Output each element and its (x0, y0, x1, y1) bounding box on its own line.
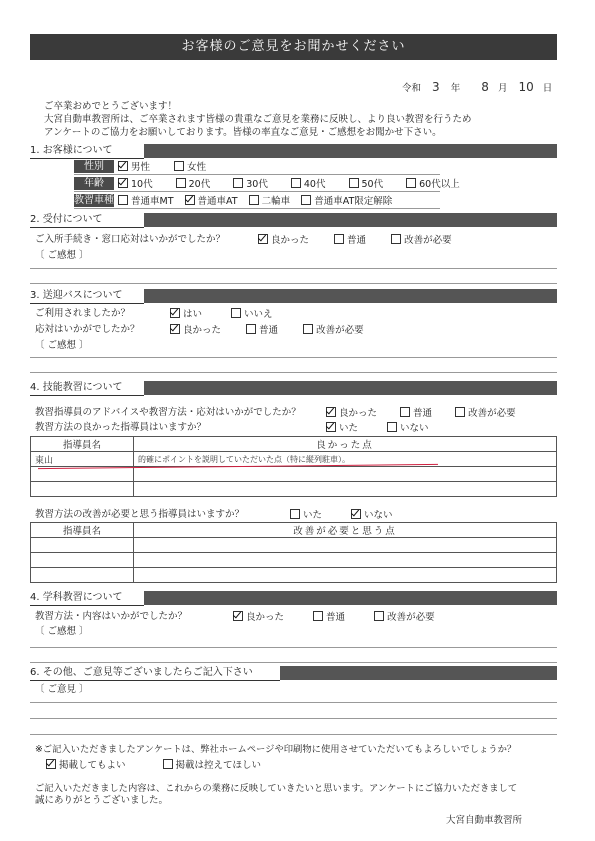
closing-line-2: 誠にありがとうございました。 (35, 795, 169, 806)
gender-options (118, 161, 206, 174)
age-30s-checkbox[interactable] (233, 178, 243, 188)
skill-improve-checkbox[interactable] (455, 407, 465, 417)
section-6-bar (280, 666, 557, 680)
course-mt-checkbox[interactable] (118, 195, 128, 205)
date-month-unit: 月 (497, 83, 508, 94)
skill-question-2: 教習方法の良かった指導員はいますか？ (35, 422, 207, 433)
good-point-cell[interactable] (134, 482, 557, 497)
reception-good-label: 良かった (271, 235, 310, 246)
comment-line[interactable] (30, 357, 557, 358)
academic-good-checkbox[interactable] (233, 611, 243, 621)
age-60s-label: 60代以上 (419, 179, 460, 190)
age-10s-label: 10代 (131, 179, 153, 190)
improve-instructor-no-label: いない (364, 510, 393, 521)
course-at-checkbox[interactable] (185, 195, 195, 205)
improve-instructor-yes-checkbox[interactable] (290, 509, 300, 519)
improve-instructor-table (30, 522, 557, 583)
course-bike-checkbox[interactable] (249, 195, 259, 205)
date-era: 令和 (402, 83, 422, 94)
good-point-cell[interactable] (134, 467, 557, 482)
table-row[interactable] (31, 482, 557, 497)
date-day-unit: 日 (542, 83, 553, 94)
table-header-row (31, 523, 557, 538)
intro-line-1: ご卒業おめでとうございます！ (44, 101, 178, 112)
improve-point-cell[interactable] (134, 553, 557, 568)
course-at-unlock-checkbox[interactable] (301, 195, 311, 205)
comment-line[interactable] (30, 647, 557, 648)
form-title: お客様のご意見をお聞かせください (30, 34, 557, 60)
section-6-heading: 6. その他、ご意見等ございましたらご記入下さい (30, 666, 280, 681)
bus-service-options (170, 324, 364, 337)
academic-question: 教習方法・内容はいかがでしたか？ (35, 611, 188, 622)
age-40s-label: 40代 (303, 179, 326, 190)
instructor-name-cell[interactable]: 東山 (31, 452, 134, 467)
gender-female-checkbox[interactable] (174, 161, 184, 171)
skill-good-label: 良かった (339, 408, 378, 419)
section-3-heading: 3. 送迎バスについて (30, 289, 144, 304)
skill-good-checkbox[interactable] (326, 407, 336, 417)
consent-options (46, 759, 261, 772)
table-row[interactable] (31, 467, 557, 482)
table-header-name: 指導員名 (31, 437, 134, 452)
comment-line[interactable] (30, 718, 557, 719)
comment-line[interactable] (30, 372, 557, 373)
date-year[interactable]: 3 (432, 80, 440, 94)
course-bike-label: 二輪車 (261, 196, 291, 207)
table-header-row (31, 437, 557, 452)
reception-normal-checkbox[interactable] (334, 234, 344, 244)
instructor-name-cell[interactable] (31, 553, 134, 568)
bus-improve-checkbox[interactable] (303, 324, 313, 334)
section-5-heading: 4. 学科教習について (30, 591, 144, 606)
improve-instructor-options (290, 509, 393, 522)
improve-point-cell[interactable] (134, 568, 557, 583)
academic-improve-checkbox[interactable] (374, 611, 384, 621)
date-line (402, 81, 552, 95)
gender-male-label: 男性 (131, 162, 151, 173)
table-header-good-point: 良かった点 (134, 437, 557, 452)
consent-yes-label: 掲載してもよい (59, 760, 126, 771)
closing-line-1: ご記入いただきました内容は、これからの業務に反映していきたいと思います。アンケートにご協力いただきまして (35, 783, 518, 794)
bus-good-checkbox[interactable] (170, 324, 180, 334)
age-60s-checkbox[interactable] (406, 178, 416, 188)
section-1-bar (144, 144, 557, 158)
good-instructor-yes-label: いた (339, 423, 359, 434)
good-point-cell[interactable]: 的確にポイントを説明していただいた点（特に縦列駐車）。 (134, 452, 557, 467)
improve-point-cell[interactable] (134, 538, 557, 553)
section-5-bar (144, 591, 557, 605)
signature: 大宮自動車教習所 (446, 815, 523, 826)
academic-good-label: 良かった (246, 612, 285, 623)
intro-line-3: アンケートのご協力をお願いしております。皆様の率直なご意見・ご感想をお聞かせ下さい。 (44, 127, 442, 138)
bus-no-label: いいえ (244, 309, 273, 320)
table-header-improve-point: 改善が必要と思う点 (134, 523, 557, 538)
reception-options (258, 234, 452, 247)
good-instructor-no-label: いない (400, 423, 429, 434)
course-at-label: 普通車AT (197, 196, 238, 207)
academic-options (233, 611, 435, 624)
reception-improve-label: 改善が必要 (404, 235, 452, 246)
bus-question-2: 応対はいかがでしたか？ (35, 324, 140, 335)
age-20s-checkbox[interactable] (176, 178, 186, 188)
good-instructor-options (326, 422, 429, 435)
bus-comment-label: 〔 ご感想 〕 (35, 340, 89, 351)
table-row[interactable] (31, 568, 557, 583)
bus-improve-label: 改善が必要 (316, 325, 364, 336)
divider (74, 174, 440, 175)
academic-normal-label: 普通 (326, 612, 346, 623)
course-mt-label: 普通車MT (131, 196, 174, 207)
consent-no-checkbox[interactable] (163, 759, 173, 769)
divider (74, 208, 440, 209)
date-month[interactable]: 8 (481, 80, 489, 94)
divider (74, 191, 440, 192)
skill-normal-checkbox[interactable] (400, 407, 410, 417)
bus-no-checkbox[interactable] (231, 308, 241, 318)
comment-line[interactable] (30, 734, 557, 735)
reception-comment-label: 〔 ご感想 〕 (35, 250, 89, 261)
comment-line[interactable] (30, 702, 557, 703)
bus-good-label: 良かった (183, 325, 222, 336)
good-instructor-no-checkbox[interactable] (387, 422, 397, 432)
comment-line[interactable] (30, 268, 557, 269)
good-instructor-yes-checkbox[interactable] (326, 422, 336, 432)
table-row[interactable] (31, 538, 557, 553)
intro-line-2: 大宮自動車教習所は、ご卒業されます皆様の貴重なご意見を業務に反映し、より良い教習を行うため (44, 114, 472, 125)
bus-yes-label: はい (183, 309, 203, 320)
instructor-name-cell[interactable] (31, 538, 134, 553)
section-2-bar (144, 213, 557, 227)
date-day[interactable]: 10 (518, 80, 534, 94)
reception-question: ご入所手続き・窓口応対はいかがでしたか？ (35, 234, 226, 245)
academic-comment-label: 〔 ご感想 〕 (35, 626, 89, 637)
age-20s-label: 20代 (188, 179, 211, 190)
gender-female-label: 女性 (187, 162, 207, 173)
reception-improve-checkbox[interactable] (391, 234, 401, 244)
skill-normal-label: 普通 (413, 408, 433, 419)
skill-options (326, 407, 516, 420)
instructor-name-cell[interactable] (31, 482, 134, 497)
age-options (118, 178, 460, 191)
date-year-unit: 年 (450, 83, 461, 94)
section-1-heading: 1. お客様について (30, 144, 144, 159)
course-options (118, 195, 392, 208)
section-3-bar (144, 289, 557, 303)
improve-instructor-no-checkbox[interactable] (351, 509, 361, 519)
table-header-name: 指導員名 (31, 523, 134, 538)
bus-usage-options (170, 308, 273, 321)
academic-improve-label: 改善が必要 (387, 612, 435, 623)
course-at-unlock-label: 普通車AT限定解除 (314, 196, 393, 207)
other-comment-label: 〔 ご意見 〕 (35, 684, 89, 695)
comment-line[interactable] (30, 662, 557, 663)
age-50s-label: 50代 (361, 179, 384, 190)
section-4-heading: 4. 技能教習について (30, 381, 144, 396)
reception-normal-label: 普通 (347, 235, 367, 246)
age-40s-checkbox[interactable] (291, 178, 301, 188)
consent-yes-checkbox[interactable] (46, 759, 56, 769)
table-row[interactable] (31, 553, 557, 568)
section-2-heading: 2. 受付について (30, 213, 144, 228)
consent-no-label: 掲載は控えてほしい (175, 760, 262, 771)
consent-question: ※ご記入いただきましたアンケートは、弊社ホームページや印刷物に使用させていただいてもよろしいでしょうか？ (35, 744, 517, 755)
course-label: 教習車種 (74, 195, 114, 206)
age-30s-label: 30代 (246, 179, 268, 190)
bus-question-1: ご利用されましたか？ (35, 308, 131, 319)
gender-male-checkbox[interactable] (118, 161, 128, 171)
table-row[interactable] (31, 452, 557, 467)
skill-question-1: 教習指導員のアドバイスや教習方法・応対はいかがでしたか？ (35, 407, 301, 418)
instructor-name-cell[interactable] (31, 568, 134, 583)
bus-normal-label: 普通 (259, 325, 279, 336)
age-10s-checkbox[interactable] (118, 178, 128, 188)
bus-normal-checkbox[interactable] (246, 324, 256, 334)
improve-instructor-yes-label: いた (303, 510, 323, 521)
academic-normal-checkbox[interactable] (313, 611, 323, 621)
age-label: 年齢 (74, 177, 114, 190)
skill-improve-label: 改善が必要 (468, 408, 516, 419)
bus-yes-checkbox[interactable] (170, 308, 180, 318)
skill-question-3: 教習方法の改善が必要と思う指導員はいますか？ (35, 509, 245, 520)
section-4-bar (144, 381, 557, 395)
age-50s-checkbox[interactable] (349, 178, 359, 188)
gender-label: 性別 (74, 160, 114, 173)
comment-line[interactable] (30, 283, 557, 284)
reception-good-checkbox[interactable] (258, 234, 268, 244)
